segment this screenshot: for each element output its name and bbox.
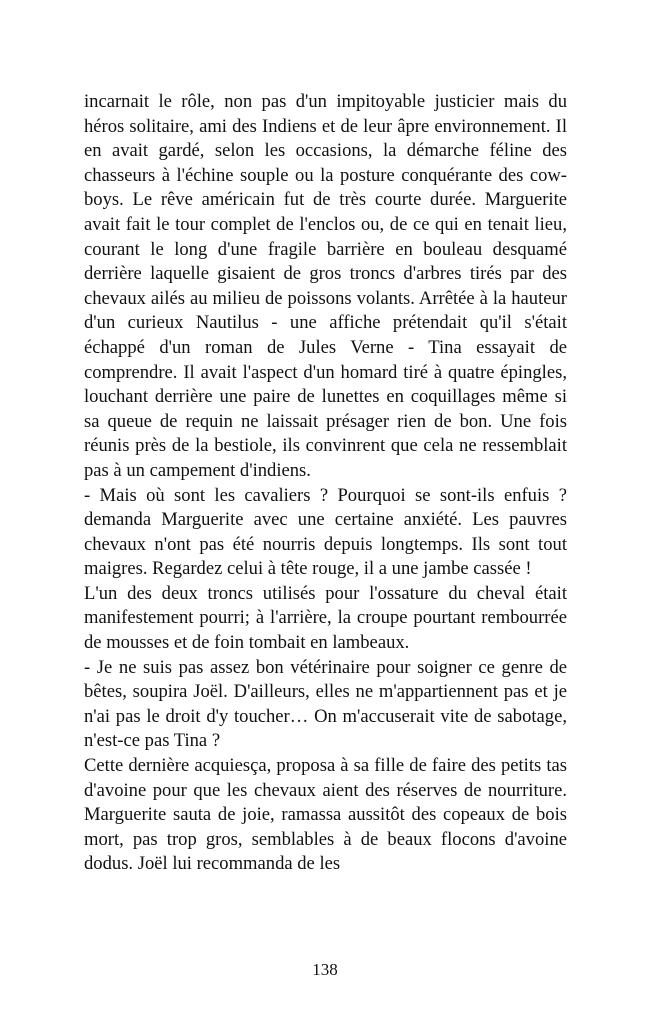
page-body	[84, 90, 567, 877]
paragraph-1: incarnait le rôle, non pas d'un impitoyable justicier mais du héros solitaire, ami des Indiens et de leur âpre environnement. Il en avait gardé, selon les occasions, la démarche féline des chasseurs à l'échine souple ou la posture conquérante des cow-boys. Le rêve américain fut de très courte durée. Marguerite avait fait le tour complet de l'enclos ou, de ce qui en tenait lieu, courant le long d'une fragile barrière en bouleau desquamé derrière laquelle gisaient de gros troncs d'arbres tirés par des chevaux ailés au milieu de poissons volants. Arrêtée à la hauteur d'un curieux Nautilus - une affiche prétendait qu'il s'était échappé d'un roman de Jules Verne - Tina essayait de comprendre. Il avait l'aspect d'un homard tiré à quatre épingles, louchant derrière une paire de lunettes en coquillages même si sa queue de requin ne laissait présager rien de bon. Une fois réunis près de la bestiole, ils convinrent que cela ne ressemblait pas à un campement d'indiens.	[84, 91, 567, 481]
paragraph-2: - Mais où sont les cavaliers ? Pourquoi se sont-ils enfuis ? demanda Marguerite avec une certaine anxiété. Les pauvres chevaux n'ont pas été nourris depuis longtemps. Ils sont tout maigres. Regardez celui à tête rouge, il a une jambe cassée !	[84, 484, 567, 580]
paragraph-5: Cette dernière acquiesça, proposa à sa fille de faire des petits tas d'avoine pour que les chevaux aient des réserves de nourriture. Marguerite sauta de joie, ramassa aussitôt des copeaux de bois mort, pas trop gros, semblables à de beaux flocons d'avoine dodus. Joël lui recommanda de les	[84, 755, 567, 875]
page-number: 138	[312, 960, 338, 979]
paragraph-3: L'un des deux troncs utilisés pour l'ossature du cheval était manifestement pourri; à l'arrière, la croupe pourtant rembourrée de mousses et de foin tombait en lambeaux.	[84, 582, 567, 654]
paragraph-4: - Je ne suis pas assez bon vétérinaire pour soigner ce genre de bêtes, soupira Joël. D'ailleurs, elles ne m'appartiennent pas et je n'ai pas le droit d'y toucher… On m'accuserait vite de sabotage, n'est-ce pas Tina ?	[84, 656, 567, 752]
